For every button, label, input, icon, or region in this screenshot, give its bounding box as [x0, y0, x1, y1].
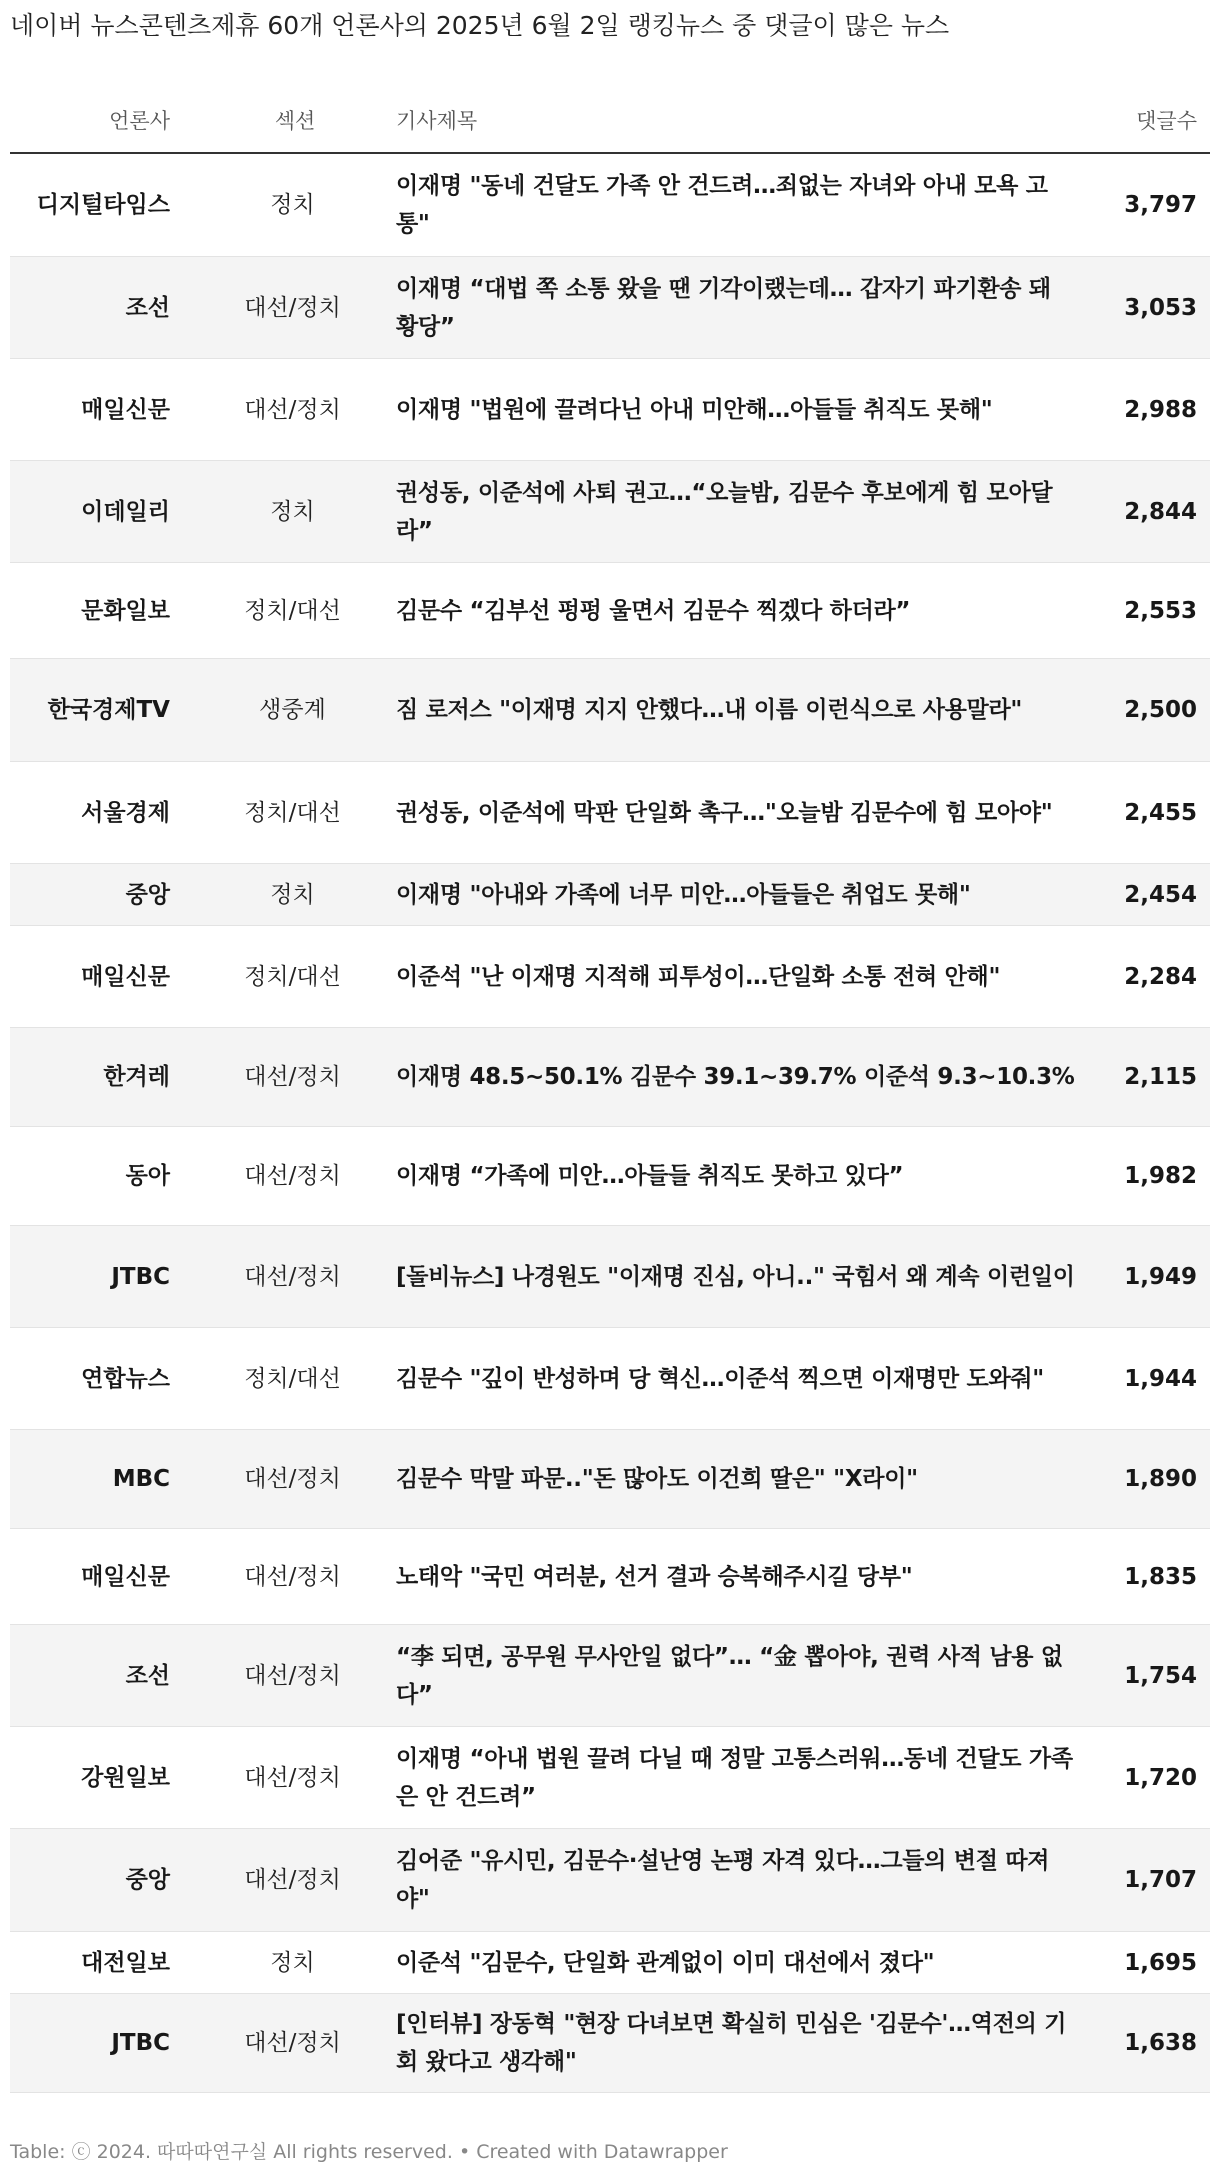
table-row [10, 257, 1210, 359]
section-cell: 정치 [270, 1949, 315, 1976]
headline-cell: [돌비뉴스] 나경원도 "이재명 진심, 아니.." 국힘서 왜 계속 이런일이 [396, 1263, 1075, 1290]
table-row [10, 1829, 1210, 1932]
comment-count-cell: 1,695 [1124, 1949, 1197, 1976]
headline-cell: 김문수 "깊이 반성하며 당 혁신…이준석 찍으면 이재명만 도와줘" [396, 1365, 1044, 1392]
comment-count-cell: 3,053 [1124, 294, 1197, 321]
comment-count-cell: 1,835 [1124, 1563, 1197, 1590]
outlet-cell: 조선 [125, 294, 170, 321]
table-row [10, 1994, 1210, 2093]
comment-count-cell: 3,797 [1124, 192, 1197, 218]
table-row [10, 563, 1210, 659]
column-header-headline: 기사제목 [396, 109, 478, 133]
section-cell: 정치/대선 [244, 963, 341, 990]
section-cell: 대선/정치 [244, 1563, 341, 1590]
comment-count-cell: 1,638 [1124, 2030, 1197, 2056]
outlet-cell: 서울경제 [81, 799, 170, 826]
table-row [10, 659, 1210, 762]
table-row [10, 1028, 1210, 1127]
table-header [10, 90, 1210, 154]
headline-cell: 이재명 "법원에 끌려다닌 아내 미안해…아들들 취직도 못해" [396, 396, 993, 423]
outlet-cell: 매일신문 [81, 963, 170, 990]
outlet-cell: 매일신문 [81, 1563, 170, 1590]
table-body [10, 154, 1210, 2093]
comment-count-cell: 2,455 [1124, 799, 1197, 826]
section-cell: 대선/정치 [244, 1163, 341, 1189]
section-cell: 생중계 [259, 697, 326, 723]
section-cell: 대선/정치 [244, 1867, 341, 1893]
outlet-cell: JTBC [111, 2030, 170, 2056]
outlet-cell: 연합뉴스 [81, 1365, 170, 1392]
column-header-outlet: 언론사 [109, 109, 170, 133]
comment-count-cell: 1,754 [1124, 1662, 1197, 1689]
section-cell: 대선/정치 [244, 1263, 341, 1290]
headline-cell: 짐 로저스 "이재명 지지 안했다…내 이름 이런식으로 사용말라" [396, 697, 1023, 723]
table-title: 네이버 뉴스콘텐츠제휴 60개 언론사의 2025년 6월 2일 랭킹뉴스 중 댓글이 많은 뉴스 [10, 11, 950, 40]
outlet-cell: 문화일보 [81, 597, 170, 624]
headline-cell: 이재명 "아내와 가족에 너무 미안…아들들은 취업도 못해" [396, 881, 971, 908]
headline-cell: 권성동, 이준석에 막판 단일화 촉구…"오늘밤 김문수에 힘 모아야" [396, 799, 1053, 826]
section-cell: 정치 [270, 881, 315, 908]
outlet-cell: MBC [112, 1466, 170, 1492]
table-row [10, 461, 1210, 563]
table-row [10, 1328, 1210, 1430]
section-cell: 정치/대선 [244, 597, 341, 624]
table-row [10, 1727, 1210, 1829]
section-cell: 대선/정치 [244, 2030, 341, 2056]
column-header-comments: 댓글수 [1136, 109, 1197, 133]
outlet-cell: JTBC [111, 1263, 170, 1290]
headline-cell: 이재명 “대법 쪽 소통 왔을 땐 기각이랬는데… 갑자기 파기환송 돼 황당” [396, 275, 1051, 340]
comment-count-cell: 2,500 [1124, 697, 1197, 723]
table-row [10, 1932, 1210, 1994]
headline-cell: 이준석 "김문수, 단일화 관계없이 이미 대선에서 졌다" [396, 1949, 935, 1976]
outlet-cell: 동아 [125, 1163, 170, 1189]
headline-cell: 권성동, 이준석에 사퇴 권고…“오늘밤, 김문수 후보에게 힘 모아달라” [396, 479, 1053, 544]
comment-count-cell: 2,844 [1124, 498, 1197, 525]
table-row [10, 1226, 1210, 1328]
headline-cell: 이재명 “아내 법원 끌려 다닐 때 정말 고통스러워…동네 건달도 가족은 안 건드려” [396, 1745, 1073, 1810]
section-cell: 대선/정치 [244, 294, 341, 321]
comment-count-cell: 1,890 [1124, 1466, 1197, 1492]
outlet-cell: 한겨레 [103, 1064, 170, 1090]
section-cell: 정치/대선 [244, 799, 341, 826]
headline-cell: 김어준 "유시민, 김문수·설난영 논평 자격 있다…그들의 변절 따져야" [396, 1848, 1050, 1912]
section-cell: 대선/정치 [244, 396, 341, 423]
table-row [10, 1430, 1210, 1529]
comment-count-cell: 2,115 [1124, 1064, 1197, 1090]
table-row [10, 864, 1210, 926]
section-cell: 정치/대선 [244, 1365, 341, 1392]
headline-cell: 이재명 "동네 건달도 가족 안 건드려…죄없는 자녀와 아내 모욕 고통" [396, 173, 1048, 237]
table-row [10, 926, 1210, 1028]
outlet-cell: 한국경제TV [47, 697, 170, 723]
headline-cell: 노태악 "국민 여러분, 선거 결과 승복해주시길 당부" [396, 1563, 913, 1590]
outlet-cell: 조선 [125, 1662, 170, 1689]
comment-count-cell: 2,988 [1124, 396, 1197, 423]
comment-count-cell: 1,944 [1124, 1365, 1197, 1392]
table-row [10, 1625, 1210, 1727]
table-footer-credit: Table: ⓒ 2024. 따따따연구실 All rights reserved. • Created with Datawrapper [10, 2141, 728, 2163]
comment-count-cell: 1,720 [1124, 1764, 1197, 1791]
section-cell: 대선/정치 [244, 1662, 341, 1689]
outlet-cell: 이데일리 [81, 498, 170, 525]
comment-count-cell: 2,553 [1124, 597, 1197, 624]
headline-cell: 김문수 “김부선 펑펑 울면서 김문수 찍겠다 하더라” [396, 597, 911, 624]
section-cell: 대선/정치 [244, 1466, 341, 1492]
headline-cell: 이재명 48.5~50.1% 김문수 39.1~39.7% 이준석 9.3~10.3% [396, 1064, 1075, 1090]
outlet-cell: 디지털타임스 [36, 192, 170, 218]
section-cell: 정치 [270, 192, 315, 218]
outlet-cell: 강원일보 [81, 1764, 170, 1791]
outlet-cell: 중앙 [125, 881, 170, 908]
comment-count-cell: 2,454 [1124, 881, 1197, 908]
column-header-section: 섹션 [274, 109, 316, 133]
table-row [10, 154, 1210, 257]
comment-count-cell: 1,982 [1124, 1163, 1197, 1189]
section-cell: 정치 [270, 498, 315, 525]
table-row [10, 1127, 1210, 1226]
headline-cell: “李 되면, 공무원 무사안일 없다”… “金 뽑아야, 권력 사적 남용 없다” [396, 1643, 1063, 1708]
outlet-cell: 중앙 [125, 1867, 170, 1893]
comment-count-cell: 1,949 [1124, 1263, 1197, 1290]
headline-cell: 이준석 "난 이재명 지적해 피투성이…단일화 소통 전혀 안해" [396, 963, 1001, 990]
comment-count-cell: 2,284 [1124, 963, 1197, 990]
section-cell: 대선/정치 [244, 1064, 341, 1090]
outlet-cell: 매일신문 [81, 396, 170, 423]
headline-cell: 김문수 막말 파문.."돈 많아도 이건희 딸은" "X라이" [396, 1466, 918, 1492]
comment-count-cell: 1,707 [1124, 1867, 1197, 1893]
table-row [10, 762, 1210, 864]
headline-cell: [인터뷰] 장동혁 "현장 다녀보면 확실히 민심은 '김문수'…역전의 기회 왔다고 생각해" [396, 2011, 1067, 2075]
table-row [10, 1529, 1210, 1625]
outlet-cell: 대전일보 [81, 1949, 170, 1976]
headline-cell: 이재명 “가족에 미안…아들들 취직도 못하고 있다” [396, 1163, 904, 1189]
table-row [10, 359, 1210, 461]
section-cell: 대선/정치 [244, 1764, 341, 1791]
